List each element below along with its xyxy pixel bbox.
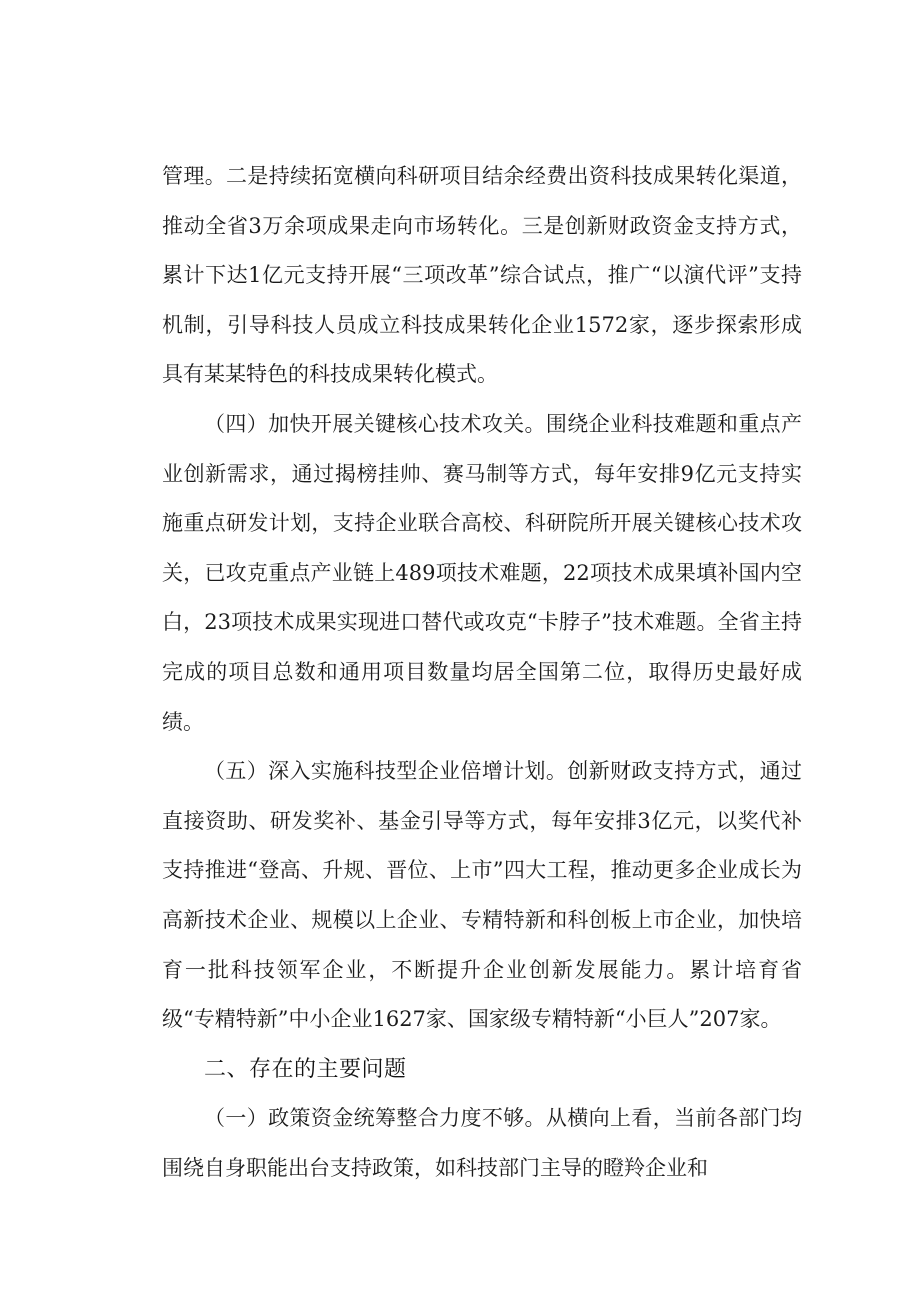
document-body bbox=[162, 152, 802, 1193]
paragraph-section-five: （五）深入实施科技型企业倍增计划。创新财政支持方式，通过直接资助、研发奖补、基金引导等方式，每年安排3亿元，以奖代补支持推进“登高、升规、晋位、上市”四大工程，推动更多企业成长为高新技术企业、规模以上企业、专精特新和科创板上市企业，加快培育一批科技领军企业，不断提升企业创新发展能力。累计培育省级“专精特新”中小企业1627家、国家级专精特新“小巨人”207家。 bbox=[162, 759, 802, 1032]
paragraph-section-four: （四）加快开展关键核心技术攻关。围绕企业科技难题和重点产业创新需求，通过揭榜挂帅、赛马制等方式，每年安排9亿元支持实施重点研发计划，支持企业联合高校、科研院所开展关键核心技术攻关，已攻克重点产业链上489项技术难题，22项技术成果填补国内空白，23项技术成果实现进口替代或攻克“卡脖子”技术难题。全省主持完成的项目总数和通用项目数量均居全国第二位，取得历史最好成绩。 bbox=[162, 411, 802, 734]
paragraph-continuation: 管理。二是持续拓宽横向科研项目结余经费出资科技成果转化渠道，推动全省3万余项成果走向市场转化。三是创新财政资金支持方式，累计下达1亿元支持开展“三项改革”综合试点，推广“以演代评”支持机制，引导科技人员成立科技成果转化企业1572家，逐步探索形成具有某某特色的科技成果转化模式。 bbox=[162, 164, 802, 387]
paragraph-problem-one: （一）政策资金统筹整合力度不够。从横向上看，当前各部门均围绕自身职能出台支持政策，如科技部门主导的瞪羚企业和 bbox=[162, 1106, 802, 1180]
section-heading-problems: 二、存在的主要问题 bbox=[204, 1056, 407, 1082]
